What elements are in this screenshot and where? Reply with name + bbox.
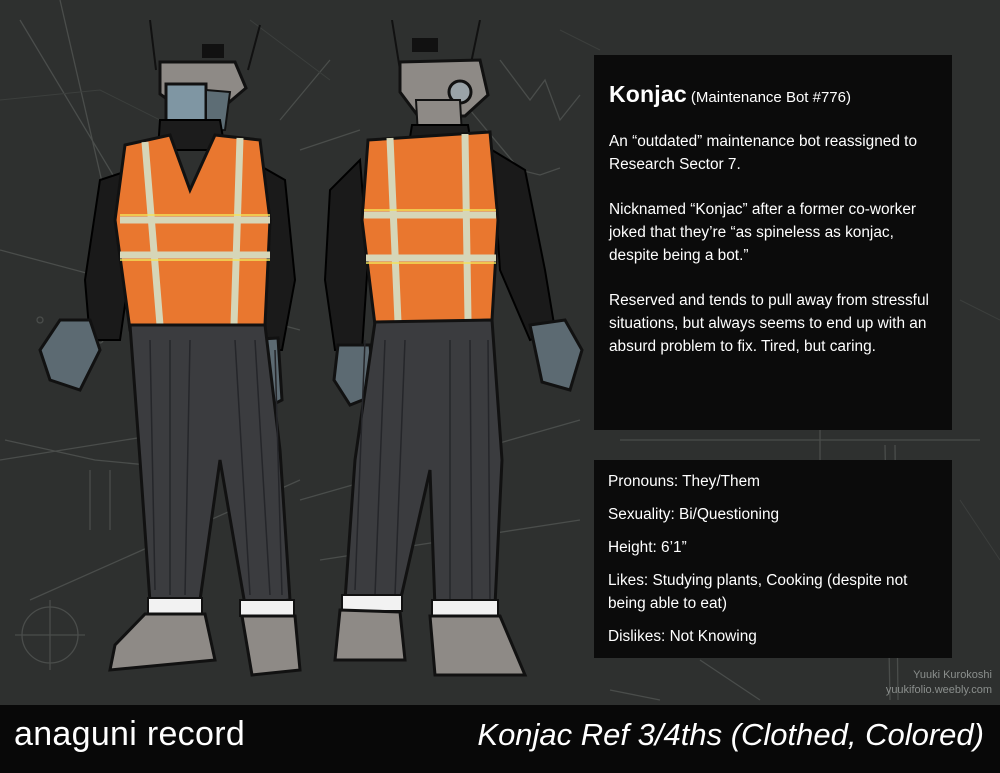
stat-likes: Likes: Studying plants, Cooking (despite not being able to eat): [608, 572, 908, 612]
left-boot-back: [335, 610, 405, 660]
description-paragraph: An “outdated” maintenance bot reassigned to Research Sector 7.: [609, 133, 918, 173]
headlamp-front: [202, 44, 224, 58]
stat-height: Height: 6’1”: [608, 539, 687, 556]
description-paragraph: Nicknamed “Konjac” after a former co-worker joked that they’re “as spineless as konjac, despite being a bot.”: [609, 201, 917, 264]
artist-credit: [886, 668, 992, 698]
left-glove-front: [40, 320, 100, 390]
artist-site: yuukifolio.weebly.com: [885, 684, 992, 696]
footer-series-title: anaguni record: [14, 715, 246, 753]
headlamp-back: [412, 38, 438, 52]
safety-vest-back: [362, 132, 498, 325]
safety-vest-front: [115, 135, 270, 330]
right-boot-back: [430, 616, 525, 675]
left-arm-back: [325, 160, 368, 350]
footer-bar: [0, 705, 1000, 773]
right-boot-front: [242, 616, 300, 675]
robot-back-view: [320, 20, 595, 690]
description-paragraph: Reserved and tends to pull away from stressful situations, but always seems to end up with an absurd problem to fix. Tired, but caring.: [609, 292, 929, 355]
character-name-row: [609, 81, 936, 108]
stat-dislikes: Dislikes: Not Knowing: [608, 628, 757, 645]
artist-name: Yuuki Kurokoshi: [913, 669, 992, 681]
character-subtitle: (Maintenance Bot #776): [690, 89, 851, 106]
character-info-panel: [594, 55, 952, 430]
robot-front-view: [20, 20, 310, 690]
footer-sheet-title: Konjac Ref 3/4ths (Clothed, Colored): [477, 717, 984, 752]
character-name: Konjac: [609, 81, 687, 107]
right-arm-back: [492, 150, 555, 340]
left-boot-front: [110, 614, 215, 670]
character-stats-panel: [594, 460, 952, 658]
stat-pronouns: Pronouns: They/Them: [608, 473, 760, 490]
stat-sexuality: Sexuality: Bi/Questioning: [608, 506, 780, 523]
right-glove-back: [530, 320, 582, 390]
pants-back: [345, 320, 502, 608]
